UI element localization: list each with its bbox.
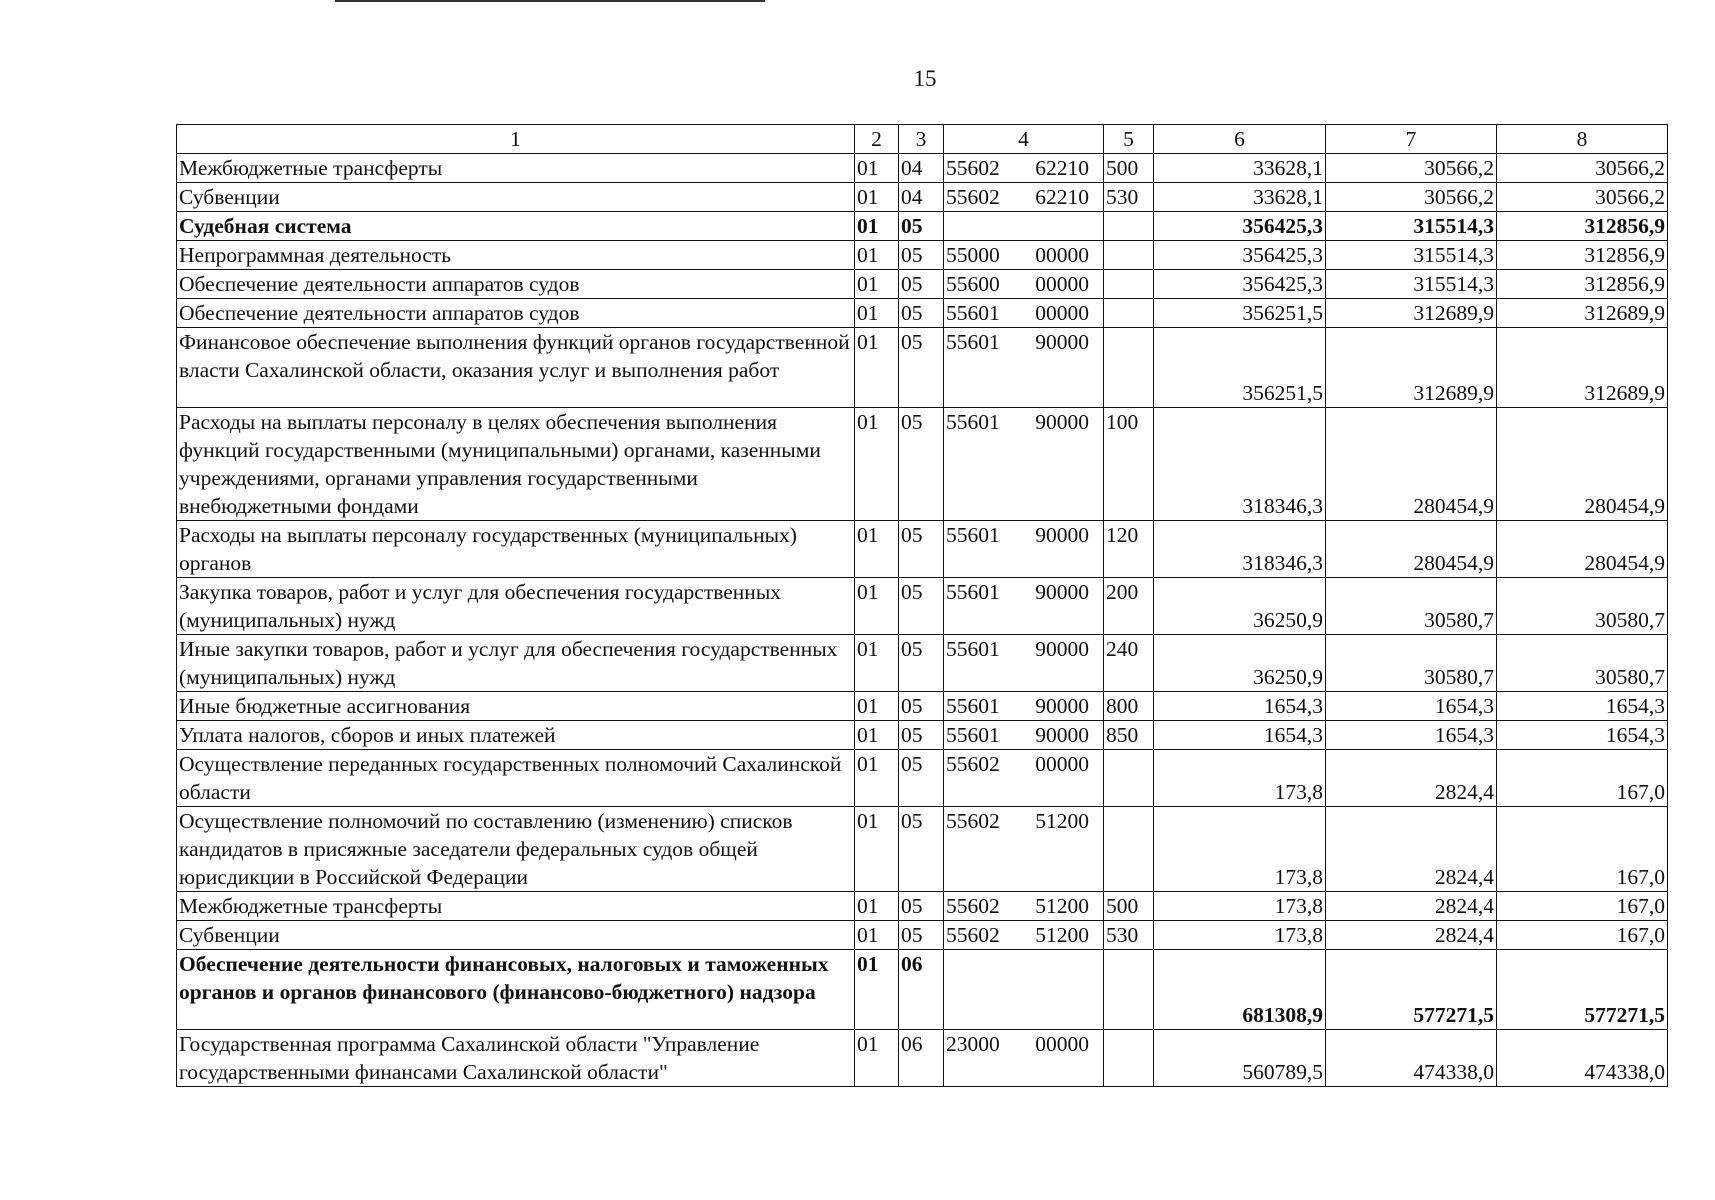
target-article-cell — [944, 299, 1104, 328]
section-code-cell: 01 — [855, 212, 899, 241]
section-code-cell: 01 — [855, 241, 899, 270]
target-article-part-a: 55602 — [946, 923, 1000, 947]
amount-col7-cell: 312689,9 — [1326, 328, 1497, 408]
expense-type-cell — [1104, 1030, 1154, 1087]
target-article-part-a: 55601 — [946, 694, 1000, 718]
row-name-cell: Обеспечение деятельности финансовых, налоговых и таможенных органов и органов финансового (финансово-бюджетного) надзора — [177, 950, 855, 1030]
table-row — [177, 270, 1668, 299]
amount-col6-cell: 36250,9 — [1154, 635, 1326, 692]
amount-col7-cell: 30566,2 — [1326, 183, 1497, 212]
table-row — [177, 154, 1668, 183]
amount-col6-cell: 33628,1 — [1154, 183, 1326, 212]
target-article-cell — [944, 892, 1104, 921]
amount-col8-cell: 312689,9 — [1497, 299, 1668, 328]
section-code-cell: 01 — [855, 921, 899, 950]
expense-type-cell: 500 — [1104, 154, 1154, 183]
row-name-cell: Закупка товаров, работ и услуг для обеспечения государственных (муниципальных) нужд — [177, 578, 855, 635]
amount-col7-cell: 30580,7 — [1326, 635, 1497, 692]
amount-col6-cell: 318346,3 — [1154, 521, 1326, 578]
subsection-code-cell: 05 — [899, 635, 944, 692]
section-code-cell: 01 — [855, 1030, 899, 1087]
expense-type-cell — [1104, 212, 1154, 241]
target-article-part-b: 51200 — [1035, 894, 1089, 918]
row-name-cell: Государственная программа Сахалинской области "Управление государственными финансами Сахалинской области" — [177, 1030, 855, 1087]
header-cell: 2 — [855, 125, 899, 154]
amount-col6-cell: 36250,9 — [1154, 578, 1326, 635]
target-article-part-b: 00000 — [1035, 1032, 1089, 1056]
target-article-cell — [944, 408, 1104, 521]
subsection-code-cell: 04 — [899, 154, 944, 183]
target-article-cell — [944, 807, 1104, 892]
table-row — [177, 921, 1668, 950]
header-row — [177, 125, 1668, 154]
section-code-cell: 01 — [855, 154, 899, 183]
row-name-cell: Субвенции — [177, 183, 855, 212]
section-code-cell: 01 — [855, 635, 899, 692]
amount-col8-cell: 30580,7 — [1497, 578, 1668, 635]
target-article-cell — [944, 521, 1104, 578]
target-article-part-b: 90000 — [1035, 580, 1089, 604]
subsection-code-cell: 05 — [899, 578, 944, 635]
target-article-cell — [944, 921, 1104, 950]
subsection-code-cell: 06 — [899, 950, 944, 1030]
target-article-part-b: 62210 — [1035, 185, 1089, 209]
subsection-code-cell: 06 — [899, 1030, 944, 1087]
row-name-cell: Иные закупки товаров, работ и услуг для обеспечения государственных (муниципальных) нужд — [177, 635, 855, 692]
amount-col6-cell: 318346,3 — [1154, 408, 1326, 521]
amount-col8-cell: 1654,3 — [1497, 692, 1668, 721]
target-article-part-b: 90000 — [1035, 330, 1089, 354]
header-cell: 1 — [177, 125, 855, 154]
amount-col7-cell: 1654,3 — [1326, 721, 1497, 750]
target-article-part-a: 55601 — [946, 523, 1000, 547]
expense-type-cell: 100 — [1104, 408, 1154, 521]
target-article-cell — [944, 1030, 1104, 1087]
target-article-part-a: 55602 — [946, 894, 1000, 918]
target-article-part-b: 00000 — [1035, 272, 1089, 296]
amount-col7-cell: 1654,3 — [1326, 692, 1497, 721]
subsection-code-cell: 05 — [899, 241, 944, 270]
expense-type-cell: 500 — [1104, 892, 1154, 921]
amount-col6-cell: 356425,3 — [1154, 270, 1326, 299]
header-cell: 5 — [1104, 125, 1154, 154]
target-article-cell — [944, 721, 1104, 750]
row-name-cell: Непрограммная деятельность — [177, 241, 855, 270]
subsection-code-cell: 05 — [899, 692, 944, 721]
amount-col8-cell: 312856,9 — [1497, 212, 1668, 241]
section-code-cell: 01 — [855, 270, 899, 299]
amount-col7-cell: 30566,2 — [1326, 154, 1497, 183]
target-article-cell — [944, 950, 1104, 1030]
target-article-part-a: 55602 — [946, 752, 1000, 776]
target-article-part-b: 90000 — [1035, 410, 1089, 434]
amount-col8-cell: 30580,7 — [1497, 635, 1668, 692]
subsection-code-cell: 05 — [899, 721, 944, 750]
target-article-cell — [944, 183, 1104, 212]
target-article-part-b: 00000 — [1035, 752, 1089, 776]
target-article-part-a: 55601 — [946, 580, 1000, 604]
amount-col7-cell: 315514,3 — [1326, 212, 1497, 241]
amount-col8-cell: 312689,9 — [1497, 328, 1668, 408]
table-row — [177, 1030, 1668, 1087]
amount-col8-cell: 167,0 — [1497, 750, 1668, 807]
amount-col7-cell: 577271,5 — [1326, 950, 1497, 1030]
subsection-code-cell: 05 — [899, 270, 944, 299]
amount-col7-cell: 315514,3 — [1326, 241, 1497, 270]
amount-col6-cell: 681308,9 — [1154, 950, 1326, 1030]
target-article-cell — [944, 692, 1104, 721]
subsection-code-cell: 05 — [899, 299, 944, 328]
amount-col6-cell: 1654,3 — [1154, 721, 1326, 750]
table-row — [177, 521, 1668, 578]
target-article-part-b: 51200 — [1035, 923, 1089, 947]
amount-col6-cell: 173,8 — [1154, 807, 1326, 892]
amount-col8-cell: 167,0 — [1497, 921, 1668, 950]
subsection-code-cell: 05 — [899, 892, 944, 921]
amount-col6-cell: 356425,3 — [1154, 241, 1326, 270]
target-article-part-b: 90000 — [1035, 523, 1089, 547]
top-rule — [335, 0, 765, 2]
amount-col8-cell: 30566,2 — [1497, 183, 1668, 212]
expense-type-cell: 200 — [1104, 578, 1154, 635]
amount-col8-cell: 280454,9 — [1497, 408, 1668, 521]
amount-col8-cell: 280454,9 — [1497, 521, 1668, 578]
row-name-cell: Осуществление переданных государственных полномочий Сахалинской области — [177, 750, 855, 807]
target-article-part-b: 62210 — [1035, 156, 1089, 180]
expense-type-cell — [1104, 299, 1154, 328]
expense-type-cell — [1104, 750, 1154, 807]
section-code-cell: 01 — [855, 299, 899, 328]
target-article-cell — [944, 154, 1104, 183]
row-name-cell: Межбюджетные трансферты — [177, 892, 855, 921]
section-code-cell: 01 — [855, 721, 899, 750]
table-row — [177, 750, 1668, 807]
expense-type-cell: 850 — [1104, 721, 1154, 750]
subsection-code-cell: 05 — [899, 212, 944, 241]
expense-type-cell: 120 — [1104, 521, 1154, 578]
amount-col8-cell: 312856,9 — [1497, 270, 1668, 299]
expense-type-cell — [1104, 241, 1154, 270]
target-article-part-a: 55600 — [946, 272, 1000, 296]
target-article-cell — [944, 578, 1104, 635]
target-article-part-b: 51200 — [1035, 809, 1089, 833]
target-article-part-a: 23000 — [946, 1032, 1000, 1056]
row-name-cell: Судебная система — [177, 212, 855, 241]
subsection-code-cell: 05 — [899, 408, 944, 521]
amount-col6-cell: 356425,3 — [1154, 212, 1326, 241]
header-cell: 6 — [1154, 125, 1326, 154]
amount-col7-cell: 280454,9 — [1326, 408, 1497, 521]
table-row — [177, 578, 1668, 635]
amount-col6-cell: 173,8 — [1154, 921, 1326, 950]
target-article-cell — [944, 212, 1104, 241]
section-code-cell: 01 — [855, 750, 899, 807]
expense-type-cell: 240 — [1104, 635, 1154, 692]
expense-type-cell — [1104, 328, 1154, 408]
target-article-part-a: 55601 — [946, 330, 1000, 354]
amount-col8-cell: 1654,3 — [1497, 721, 1668, 750]
target-article-part-b: 00000 — [1035, 301, 1089, 325]
row-name-cell: Расходы на выплаты персоналу в целях обеспечения выполнения функций государственными (муниципальными) органами, казенными учреждениями, органами управления государственными внебюджетными фондами — [177, 408, 855, 521]
target-article-part-a: 55602 — [946, 156, 1000, 180]
amount-col7-cell: 2824,4 — [1326, 807, 1497, 892]
row-name-cell: Обеспечение деятельности аппаратов судов — [177, 299, 855, 328]
row-name-cell: Уплата налогов, сборов и иных платежей — [177, 721, 855, 750]
target-article-part-a: 55601 — [946, 723, 1000, 747]
target-article-part-b: 90000 — [1035, 723, 1089, 747]
amount-col6-cell: 173,8 — [1154, 750, 1326, 807]
expense-type-cell — [1104, 807, 1154, 892]
table-row — [177, 950, 1668, 1030]
row-name-cell: Субвенции — [177, 921, 855, 950]
target-article-cell — [944, 635, 1104, 692]
amount-col7-cell: 30580,7 — [1326, 578, 1497, 635]
header-cell: 4 — [944, 125, 1104, 154]
budget-table — [176, 124, 1668, 1087]
amount-col7-cell: 474338,0 — [1326, 1030, 1497, 1087]
amount-col6-cell: 1654,3 — [1154, 692, 1326, 721]
section-code-cell: 01 — [855, 183, 899, 212]
target-article-part-b: 90000 — [1035, 637, 1089, 661]
table-row — [177, 408, 1668, 521]
table-row — [177, 328, 1668, 408]
table-row — [177, 241, 1668, 270]
expense-type-cell — [1104, 950, 1154, 1030]
section-code-cell: 01 — [855, 328, 899, 408]
table-row — [177, 892, 1668, 921]
expense-type-cell: 800 — [1104, 692, 1154, 721]
subsection-code-cell: 05 — [899, 521, 944, 578]
target-article-part-a: 55601 — [946, 637, 1000, 661]
table-row — [177, 299, 1668, 328]
table-row — [177, 721, 1668, 750]
section-code-cell: 01 — [855, 521, 899, 578]
expense-type-cell: 530 — [1104, 183, 1154, 212]
amount-col8-cell: 167,0 — [1497, 807, 1668, 892]
row-name-cell: Межбюджетные трансферты — [177, 154, 855, 183]
amount-col6-cell: 356251,5 — [1154, 299, 1326, 328]
expense-type-cell — [1104, 270, 1154, 299]
amount-col8-cell: 474338,0 — [1497, 1030, 1668, 1087]
section-code-cell: 01 — [855, 408, 899, 521]
header-cell: 3 — [899, 125, 944, 154]
target-article-cell — [944, 750, 1104, 807]
row-name-cell: Расходы на выплаты персоналу государственных (муниципальных) органов — [177, 521, 855, 578]
subsection-code-cell: 05 — [899, 328, 944, 408]
header-cell: 8 — [1497, 125, 1668, 154]
target-article-part-a: 55000 — [946, 243, 1000, 267]
expense-type-cell: 530 — [1104, 921, 1154, 950]
table-row — [177, 635, 1668, 692]
target-article-part-b: 90000 — [1035, 694, 1089, 718]
section-code-cell: 01 — [855, 692, 899, 721]
target-article-cell — [944, 241, 1104, 270]
amount-col6-cell: 33628,1 — [1154, 154, 1326, 183]
amount-col7-cell: 312689,9 — [1326, 299, 1497, 328]
section-code-cell: 01 — [855, 892, 899, 921]
subsection-code-cell: 04 — [899, 183, 944, 212]
target-article-part-a: 55602 — [946, 809, 1000, 833]
target-article-part-a: 55601 — [946, 301, 1000, 325]
table-row — [177, 183, 1668, 212]
amount-col7-cell: 315514,3 — [1326, 270, 1497, 299]
amount-col6-cell: 356251,5 — [1154, 328, 1326, 408]
section-code-cell: 01 — [855, 950, 899, 1030]
amount-col7-cell: 280454,9 — [1326, 521, 1497, 578]
amount-col7-cell: 2824,4 — [1326, 892, 1497, 921]
table-row — [177, 212, 1668, 241]
subsection-code-cell: 05 — [899, 807, 944, 892]
section-code-cell: 01 — [855, 807, 899, 892]
amount-col8-cell: 577271,5 — [1497, 950, 1668, 1030]
amount-col8-cell: 167,0 — [1497, 892, 1668, 921]
target-article-cell — [944, 270, 1104, 299]
section-code-cell: 01 — [855, 578, 899, 635]
table-row — [177, 692, 1668, 721]
amount-col6-cell: 560789,5 — [1154, 1030, 1326, 1087]
target-article-part-b: 00000 — [1035, 243, 1089, 267]
row-name-cell: Иные бюджетные ассигнования — [177, 692, 855, 721]
subsection-code-cell: 05 — [899, 921, 944, 950]
target-article-part-a: 55601 — [946, 410, 1000, 434]
amount-col8-cell: 30566,2 — [1497, 154, 1668, 183]
amount-col6-cell: 173,8 — [1154, 892, 1326, 921]
subsection-code-cell: 05 — [899, 750, 944, 807]
row-name-cell: Осуществление полномочий по составлению (изменению) списков кандидатов в присяжные заседатели федеральных судов общей юрисдикции в Российской Федерации — [177, 807, 855, 892]
amount-col8-cell: 312856,9 — [1497, 241, 1668, 270]
table-row — [177, 807, 1668, 892]
row-name-cell: Финансовое обеспечение выполнения функций органов государственной власти Сахалинской области, оказания услуг и выполнения работ — [177, 328, 855, 408]
header-cell: 7 — [1326, 125, 1497, 154]
amount-col7-cell: 2824,4 — [1326, 921, 1497, 950]
row-name-cell: Обеспечение деятельности аппаратов судов — [177, 270, 855, 299]
amount-col7-cell: 2824,4 — [1326, 750, 1497, 807]
page-number: 15 — [913, 66, 937, 91]
target-article-part-a: 55602 — [946, 185, 1000, 209]
target-article-cell — [944, 328, 1104, 408]
